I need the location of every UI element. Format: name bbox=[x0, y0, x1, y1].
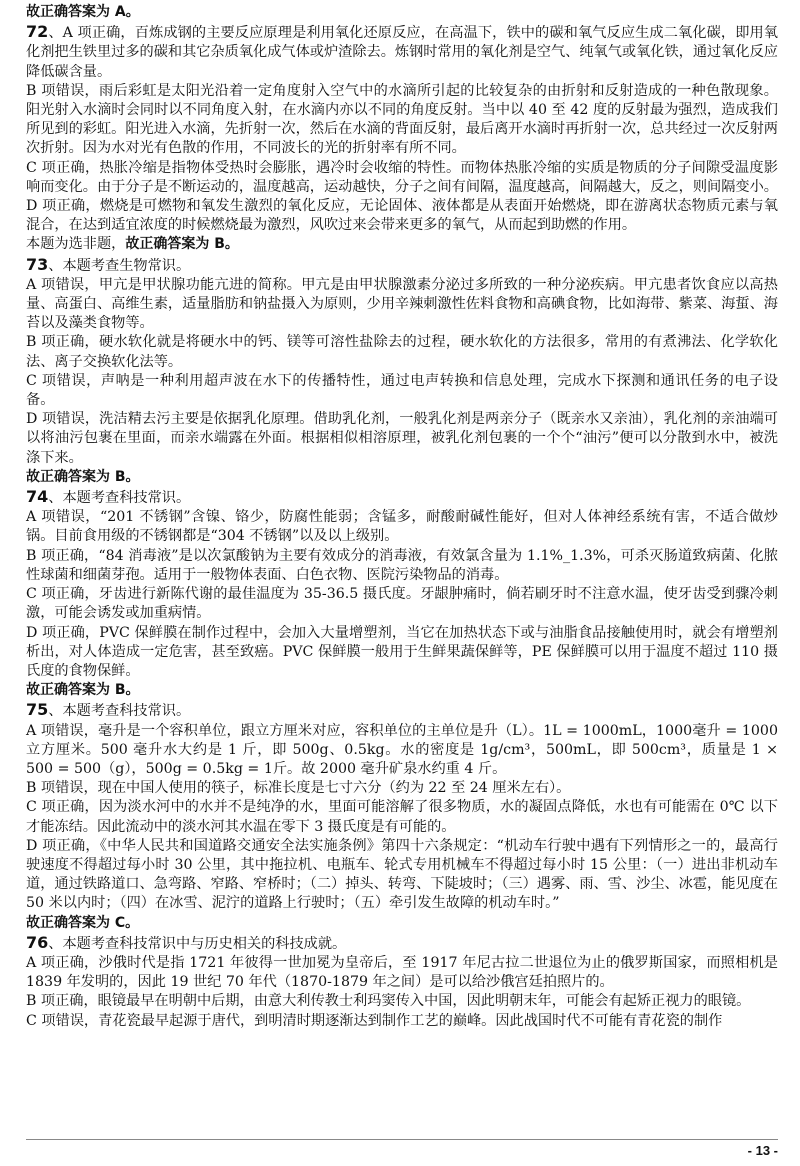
answer-line: 故正确答案为 A。 bbox=[26, 4, 140, 20]
question-number: 75 bbox=[26, 700, 49, 720]
option-paragraph: D 项正确，燃烧是可燃物和氧发生激烈的氧化反应，无论固体、液体都是从表面开始燃烧，即在游离状态物质元素与氧混合，在达到适宜浓度的时候燃烧最为激烈，风吹过来会带来更多的氧气，从而起到助燃的作用。 bbox=[26, 198, 778, 234]
answer-line bbox=[26, 235, 778, 254]
option-paragraph: C 项错误，青花瓷最早起源于唐代，到明清时期逐渐达到制作工艺的巅峰。因此战国时代不可能有青花瓷的制作 bbox=[26, 1012, 723, 1029]
question-heading bbox=[26, 255, 778, 276]
answer-note: 本题为选非题， bbox=[26, 236, 126, 253]
option-paragraph: C 项错误，声呐是一种利用超声波在水下的传播特性，通过电声转换和信息处理，完成水下探测和通讯任务的电子设备。 bbox=[26, 372, 778, 409]
question-text: 、本题考查科技常识中与历史相关的科技成就。 bbox=[48, 935, 347, 952]
question-heading bbox=[26, 933, 778, 954]
question-text: 、本题考查科技常识。 bbox=[48, 490, 191, 507]
question-heading bbox=[26, 22, 778, 82]
question-text: 、本题考查生物常识。 bbox=[48, 257, 191, 274]
option-paragraph: A 项错误，甲亢是甲状腺功能亢进的简称。甲亢是由甲状腺激素分泌过多所致的一种分泌疾病。甲亢患者饮食应以高热量、高蛋白、高维生素，适量脂肪和钠盐摄入为原则，少用辛辣刺激性佐料食物和高碘食物，比如海带、紫菜、海蜇、海苔以及藻类食物等。 bbox=[26, 276, 778, 332]
answer-line: 故正确答案为 C。 bbox=[26, 914, 140, 931]
page-number: - 13 - bbox=[747, 1142, 778, 1158]
question-text: 、本题考查科技常识。 bbox=[48, 703, 191, 720]
option-paragraph: A 项错误，毫升是一个容积单位，跟立方厘米对应，容积单位的主单位是升（L）。1L = 1000mL，1000毫升 = 1000立方厘米。500 毫升水大约是 1 斤，即 500g、0.5kg。水的密度是 1g/cm³，500mL，即 500cm³，质量是 1 × 500 = 500（g），500g = 0.5kg = 1斤。故 2000 毫升矿泉水约重 4 斤。 bbox=[26, 722, 778, 777]
document-body bbox=[26, 3, 778, 1031]
answer-text: 故正确答案为 B。 bbox=[125, 236, 239, 253]
question-number: 76 bbox=[26, 932, 49, 952]
question-number: 72 bbox=[26, 22, 49, 42]
option-paragraph: B 项错误，雨后彩虹是太阳光沿着一定角度射入空气中的水滴所引起的比较复杂的由折射和反射造成的一种色散现象。阳光射入水滴时会同时以不同角度入射，在水滴内亦以不同的角度反射。当中以 40 至 42 度的反射最为强烈，造成我们所见到的彩虹。阳光进入水滴，先折射一次，然后在水滴的背面反射，最后离开水滴时再折射一次，总共经过一次反射两次折射。因为水对光有色散的作用，不同波长的光的折射率有所不同。 bbox=[26, 82, 778, 157]
answer-line: 故正确答案为 B。 bbox=[26, 468, 140, 485]
option-paragraph: B 项正确，眼镜最早在明朝中后期，由意大利传教士利玛窦传入中国，因此明朝末年，可能会有起矫正视力的眼镜。 bbox=[26, 993, 751, 1010]
answer-line: 故正确答案为 B。 bbox=[26, 682, 140, 699]
option-paragraph: C 项正确，牙齿进行新陈代谢的最佳温度为 35-36.5 摄氏度。牙龈肿痛时，倘若刷牙时不注意水温，使牙齿受到骤冷刺激，可能会诱发或加重病情。 bbox=[26, 586, 778, 622]
question-heading bbox=[26, 700, 778, 721]
option-paragraph: D 项正确，《中华人民共和国道路交通安全法实施条例》第四十六条规定：“机动车行驶中遇有下列情形之一的，最高行驶速度不得超过每小时 30 公里，其中拖拉机、电瓶车、轮式专用机械车不得超过每小时 15 公里：（一）进出非机动车道，通过铁路道口、急弯路、窄路、窄桥时；（二）掉头、转弯、下陡坡时；（三）遇雾、雨、雪、沙尘、冰雹，能见度在 50 米以内时；（四）在冰雪、泥泞的道路上行驶时；（五）牵引发生故障的机动车时。” bbox=[26, 837, 778, 912]
option-paragraph: C 项正确，因为淡水河中的水并不是纯净的水，里面可能溶解了很多物质，水的凝固点降低，水也有可能需在 0℃ 以下才能冻结。因此流动中的淡水河其水温在零下 3 摄氏度是有可能的。 bbox=[26, 799, 778, 835]
option-paragraph: C 项正确，热胀冷缩是指物体受热时会膨胀，遇冷时会收缩的特性。而物体热胀冷缩的实质是物质的分子间隙受温度影响而变化。由于分子是不断运动的，温度越高，运动越快，分子之间有间隔，温度越高，间隔越大，反之，则间隔变小。 bbox=[26, 159, 778, 195]
question-text: 、A 项正确，百炼成钢的主要反应原理是利用氧化还原反应，在高温下，铁中的碳和氧气反应生成二氧化碳，即用氧化剂把生铁里过多的碳和其它杂质氧化成气体或炉渣除去。炼钢时常用的氧化剂是空气、纯氧气或氧化铁，通过氧化反应降低碳含量。 bbox=[26, 25, 778, 80]
option-paragraph: B 项正确，硬水软化就是将硬水中的钙、镁等可溶性盐除去的过程，硬水软化的方法很多，常用的有煮沸法、化学软化法、离子交换软化法等。 bbox=[26, 334, 778, 370]
question-number: 73 bbox=[26, 254, 49, 274]
option-paragraph: D 项错误，洗洁精去污主要是依据乳化原理。借助乳化剂，一般乳化剂是两亲分子（既亲水又亲油），乳化剂的亲油端可以将油污包裹在里面，而亲水端露在外面。根据相似相溶原理，被乳化剂包裹的一个个“油污”便可以分散到水中，被洗涤下来。 bbox=[26, 411, 778, 466]
question-heading bbox=[26, 487, 778, 508]
option-paragraph: A 项正确，沙俄时代是指 1721 年彼得一世加冕为皇帝后，至 1917 年尼古拉二世退位为止的俄罗斯国家，而照相机是 1839 年发明的，因此 19 世纪 70 年代（1870-1879 年之间）是可以给沙俄宫廷拍照片的。 bbox=[26, 954, 778, 991]
option-paragraph: A 项错误，“201 不锈钢”含镍、铬少，防腐性能弱；含锰多，耐酸耐碱性能好，但对人体神经系统有害，不适合做炒锅。目前食用级的不锈钢都是“304 不锈钢”以及以上级别。 bbox=[26, 509, 778, 545]
question-number: 74 bbox=[26, 487, 49, 507]
option-paragraph: D 项正确，PVC 保鲜膜在制作过程中，会加入大量增塑剂，当它在加热状态下或与油脂食品接触使用时，就会有增塑剂析出，对人体造成一定危害，甚至致癌。PVC 保鲜膜一般用于生鲜果蔬保鲜等，PE 保鲜膜可以用于温度不超过 110 摄氏度的食物保鲜。 bbox=[26, 624, 778, 679]
option-paragraph: B 项正确，“84 消毒液”是以次氯酸钠为主要有效成分的消毒液，有效氯含量为 1.1%_1.3%，可杀灭肠道致病菌、化脓性球菌和细菌芽孢。适用于一般物体表面、白色衣物、医院污染物品的消毒。 bbox=[26, 547, 778, 583]
option-paragraph: B 项错误，现在中国人使用的筷子，标准长度是七寸六分（约为 22 至 24 厘米左右）。 bbox=[26, 780, 571, 797]
